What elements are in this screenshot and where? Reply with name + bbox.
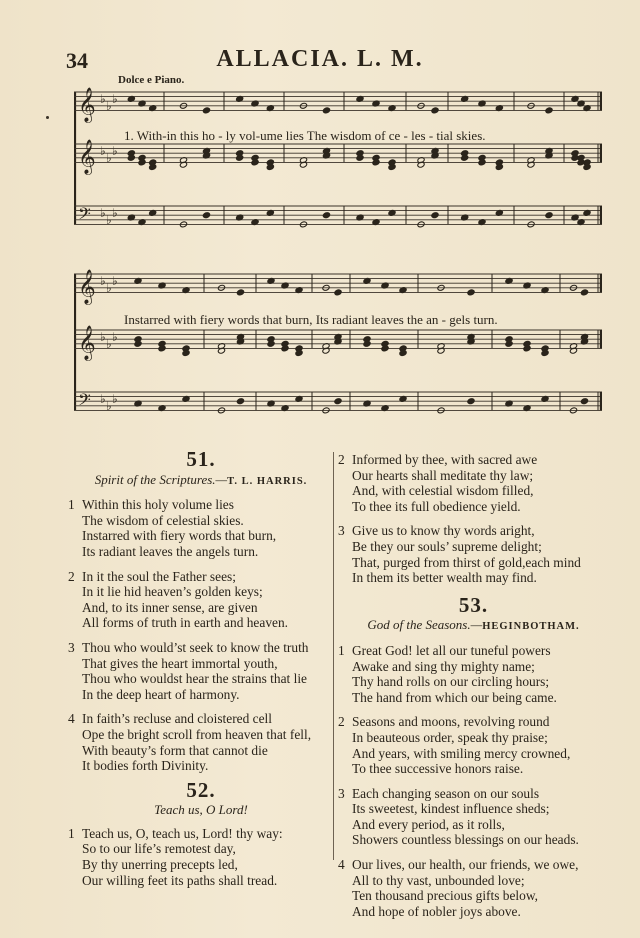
- verse-line: Our willing feet its paths shall tread.: [82, 872, 278, 888]
- note-head: [580, 398, 588, 405]
- verse-line: Ope the bright scroll from heaven that fell,: [82, 726, 312, 742]
- note-head: [431, 107, 439, 114]
- stanza: [66, 826, 336, 888]
- note-head: [334, 398, 342, 405]
- stanza: [66, 711, 336, 773]
- stanza: [336, 857, 611, 919]
- note-head: [202, 107, 210, 114]
- verse-line: In beauteous order, speak thy praise;: [352, 729, 548, 745]
- verse-line: Within this holy volume lies: [82, 497, 234, 513]
- stanza-number: 3: [338, 785, 345, 801]
- note-head: [431, 212, 439, 219]
- verse-line: That gives the heart immortal youth,: [82, 655, 278, 671]
- verse-line: Its sweetest, kindest influence sheds;: [352, 801, 550, 817]
- lyric-line-2: Instarred with fiery words that burn, Its radiant leaves the an - gels turn.: [124, 312, 498, 327]
- stanza: [336, 786, 611, 848]
- verse-line: Thy hand rolls on our circling hours;: [352, 674, 550, 690]
- note-head: [580, 289, 588, 296]
- hymn-author-53: HEGINBOTHAM.: [482, 621, 580, 633]
- verse-line: Thou who wouldst hear the strains that lie: [82, 671, 307, 687]
- verse-line: To thee successive honors raise.: [352, 761, 524, 777]
- note-head: [467, 289, 475, 296]
- flat-icon: ♭: [100, 329, 106, 344]
- flat-icon: ♭: [106, 212, 112, 227]
- stanza-number: 1: [68, 497, 75, 513]
- stanza-number: 2: [338, 452, 345, 467]
- verse-line: Be they our souls’ supreme delight;: [352, 538, 542, 554]
- stanza: [66, 497, 336, 559]
- flat-icon: ♭: [100, 205, 106, 220]
- verse-line: Awake and sing thy mighty name;: [352, 658, 535, 674]
- right-column: [336, 452, 611, 928]
- note-head: [236, 398, 244, 405]
- flat-icon: ♭: [112, 91, 118, 106]
- flat-icon: ♭: [100, 143, 106, 158]
- flat-icon: ♭: [106, 336, 112, 351]
- stanza-number: 3: [68, 639, 75, 655]
- music-staves-1: [74, 86, 602, 246]
- verse-line: Great God! let all our tuneful powers: [352, 642, 551, 658]
- tune-title: ALLACIA. L. M.: [216, 46, 424, 72]
- hymn-title-52: Teach us, O Lord!: [154, 802, 248, 818]
- music-staves-2: [74, 268, 602, 428]
- note-head: [467, 398, 475, 405]
- stanza-number: 1: [68, 825, 75, 841]
- verse-line: Thou who would’st seek to know the truth: [82, 639, 309, 655]
- verse-line: And every period, as it rolls,: [352, 816, 505, 832]
- ink-smudge: [46, 116, 49, 119]
- stanza: [66, 569, 336, 631]
- flat-icon: ♭: [112, 143, 118, 158]
- stanza-number: 3: [338, 523, 345, 539]
- flat-icon: ♭: [100, 91, 106, 106]
- bass-clef-icon: 𝄢: [78, 389, 91, 414]
- verse-line: In them its better wealth may find.: [352, 570, 537, 586]
- stanza: [66, 640, 336, 702]
- flat-icon: ♭: [112, 273, 118, 288]
- verse-line: Its radiant leaves the angels turn.: [82, 543, 259, 559]
- stanza: [336, 714, 611, 776]
- verse-line: To thee its full obedience yield.: [352, 498, 521, 514]
- note-head: [545, 212, 553, 219]
- hymn-author-51: T. L. HARRIS.: [227, 475, 308, 487]
- stanzas-51: [66, 497, 336, 774]
- hymn-title-51: Spirit of the Scriptures.—: [94, 471, 228, 487]
- treble-clef-icon: 𝄞: [78, 139, 96, 175]
- verse-line: So to our life’s remotest day,: [82, 841, 236, 857]
- verse-line: Each changing season on our souls: [352, 785, 540, 801]
- stanza: [336, 523, 611, 585]
- verse-line: And, to its inner sense, are given: [82, 599, 258, 615]
- hymn-heading-53: [336, 617, 611, 635]
- verse-line: All forms of truth in earth and heaven.: [82, 615, 289, 631]
- flat-icon: ♭: [106, 150, 112, 165]
- verse-line: In it the soul the Father sees;: [82, 568, 236, 584]
- verse-line: Ten thousand precious gifts below,: [352, 888, 538, 904]
- verse-line: And hope of nobler joys above.: [352, 903, 521, 919]
- verse-line: All to thy vast, unbounded love;: [352, 872, 525, 888]
- verse-line: Our lives, our health, our friends, we owe,: [352, 857, 579, 873]
- verse-line: The hand from which our being came.: [352, 689, 557, 705]
- verse-line: With beauty’s form that cannot die: [82, 742, 268, 758]
- hymn-number-51: 51.: [186, 447, 216, 471]
- verse-line: It bodies forth Divinity.: [82, 758, 209, 774]
- left-column: [66, 447, 336, 897]
- verse-line: In the deep heart of harmony.: [82, 686, 240, 702]
- note-head: [322, 107, 330, 114]
- stanza-number: 4: [338, 857, 345, 873]
- hymn-heading-52: [66, 802, 336, 818]
- hymn-number-53: 53.: [458, 592, 489, 617]
- hymn-number-52: 52.: [186, 777, 216, 802]
- verse-line: And, with celestial wisdom filled,: [352, 483, 534, 499]
- stanza: [336, 643, 611, 705]
- treble-clef-icon: 𝄞: [78, 269, 96, 305]
- flat-icon: ♭: [100, 273, 106, 288]
- lyric-line-1: 1. With-in this ho - ly vol-ume lies The wisdom of ce - les - tial skies.: [124, 128, 486, 143]
- hymn-heading-51: [66, 472, 336, 490]
- flat-icon: ♭: [112, 329, 118, 344]
- flat-icon: ♭: [112, 205, 118, 220]
- note-head: [236, 289, 244, 296]
- flat-icon: ♭: [106, 98, 112, 113]
- bass-clef-icon: 𝄢: [78, 203, 91, 228]
- verse-line: Informed by thee, with sacred awe: [352, 452, 538, 467]
- verse-line: That, purged from thirst of gold,each mind: [352, 554, 581, 570]
- flat-icon: ♭: [112, 391, 118, 406]
- note-head: [334, 289, 342, 296]
- treble-clef-icon: 𝄞: [78, 325, 96, 361]
- note-head: [545, 107, 553, 114]
- stanza-number: 1: [338, 642, 345, 658]
- note-head: [202, 212, 210, 219]
- verse-line: Our hearts shall meditate thy law;: [352, 467, 534, 483]
- verse-line: And years, with smiling mercy crowned,: [352, 745, 571, 761]
- verse-line: In faith’s recluse and cloistered cell: [82, 711, 272, 727]
- verse-line: Showers countless blessings on our heads.: [352, 832, 579, 848]
- flat-icon: ♭: [100, 391, 106, 406]
- tempo-mark: Dolce e Piano.: [118, 74, 185, 86]
- verse-line: In it lie hid heaven’s golden keys;: [82, 584, 263, 600]
- verse-line: By thy unerring precepts led,: [82, 857, 238, 873]
- treble-clef-icon: 𝄞: [78, 87, 96, 123]
- flat-icon: ♭: [106, 280, 112, 295]
- stanza: [336, 452, 611, 514]
- music-system-1: [74, 86, 602, 246]
- music-system-2: [74, 268, 602, 428]
- stanza-number: 4: [68, 711, 75, 727]
- verse-line: Give us to know thy words aright,: [352, 523, 535, 539]
- flat-icon: ♭: [106, 398, 112, 413]
- stanza-number: 2: [68, 568, 75, 584]
- verse-line: Teach us, O, teach us, Lord! thy way:: [82, 825, 283, 841]
- page-number: 34: [66, 48, 88, 73]
- stanza-number: 2: [338, 714, 345, 730]
- verse-line: The wisdom of celestial skies.: [82, 512, 244, 528]
- verse-line: Seasons and moons, revolving round: [352, 714, 550, 730]
- note-head: [322, 212, 330, 219]
- hymn-title-53: God of the Seasons.—: [367, 617, 483, 633]
- verse-line: Instarred with fiery words that burn,: [82, 528, 277, 544]
